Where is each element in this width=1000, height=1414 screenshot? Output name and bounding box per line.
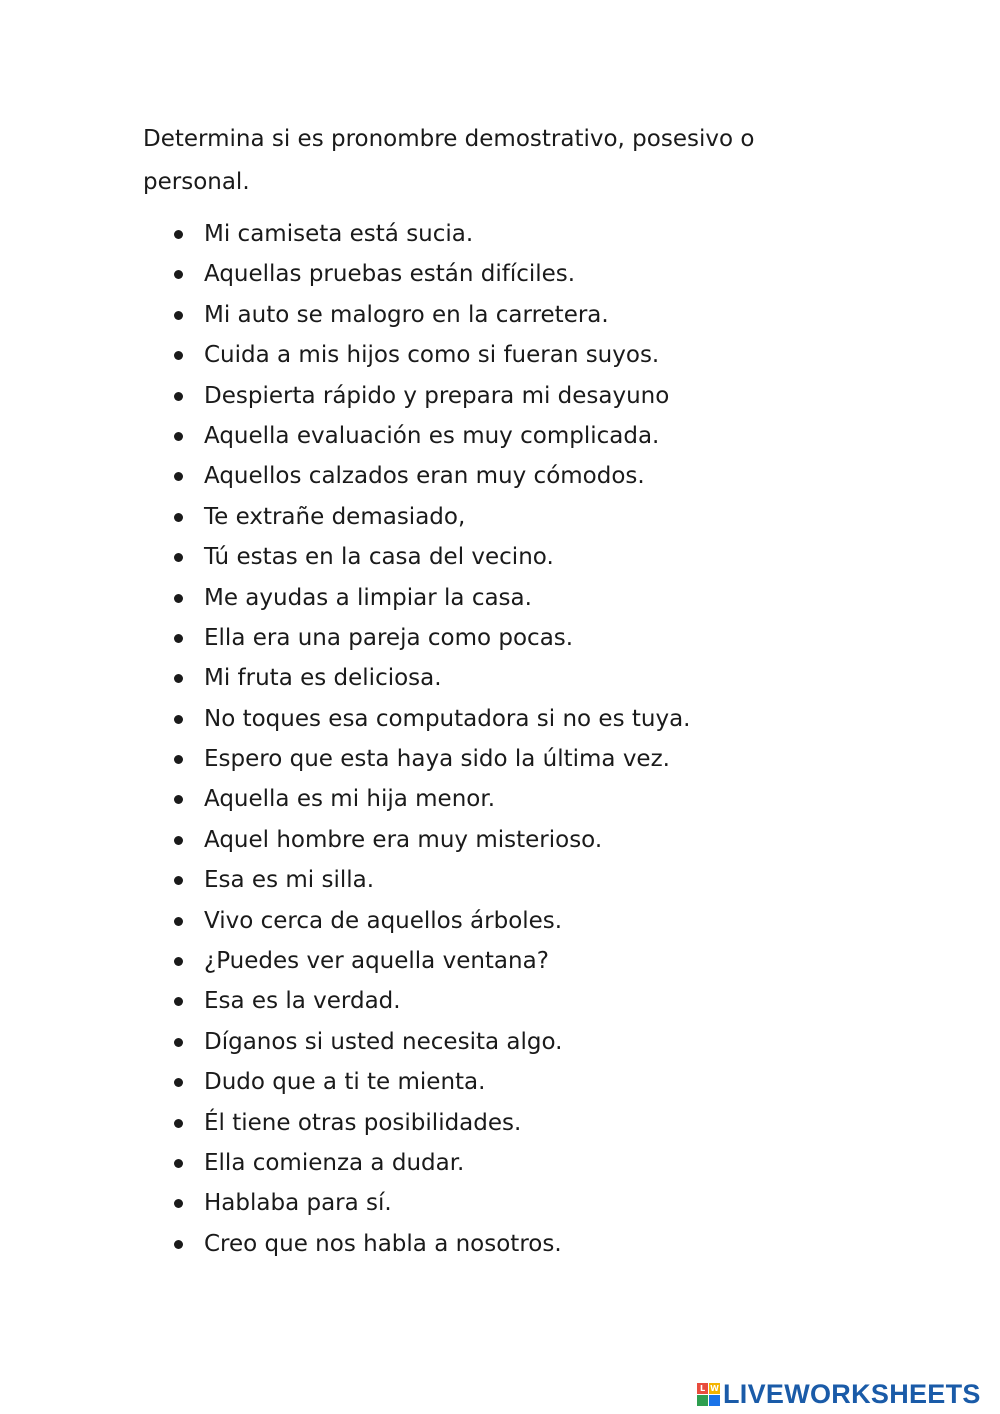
sentence-text: Aquella es mi hija menor. bbox=[204, 786, 496, 813]
sentence-text: ¿Puedes ver aquella ventana? bbox=[204, 948, 549, 975]
sentence-text: Ella comienza a dudar. bbox=[204, 1149, 465, 1176]
logo-mark-icon bbox=[697, 1383, 720, 1406]
sentence-text: Creo que nos habla a nosotros. bbox=[204, 1230, 562, 1257]
bullet-icon bbox=[174, 553, 183, 562]
bullet-icon bbox=[174, 311, 183, 320]
bullet-icon bbox=[174, 472, 183, 481]
list-item bbox=[172, 658, 932, 698]
bullet-icon bbox=[174, 1159, 183, 1168]
list-item bbox=[172, 981, 932, 1021]
sentence-text: No toques esa computadora si no es tuya. bbox=[204, 705, 691, 732]
list-item bbox=[172, 739, 932, 779]
sentence-text: Cuida a mis hijos como si fueran suyos. bbox=[204, 342, 660, 369]
bullet-icon bbox=[174, 674, 183, 683]
sentence-text: Dudo que a ti te mienta. bbox=[204, 1069, 486, 1096]
list-item bbox=[172, 456, 932, 496]
sentence-text: Mi auto se malogro en la carretera. bbox=[204, 301, 609, 328]
liveworksheets-logo[interactable] bbox=[697, 1374, 981, 1414]
bullet-icon bbox=[174, 1240, 183, 1249]
sentence-text: Mi fruta es deliciosa. bbox=[204, 665, 442, 692]
bullet-icon bbox=[174, 997, 183, 1006]
list-item bbox=[172, 1103, 932, 1143]
logo-square-icon: W bbox=[710, 1383, 719, 1393]
list-item bbox=[172, 497, 932, 537]
list-item bbox=[172, 578, 932, 618]
bullet-icon bbox=[174, 876, 183, 885]
instruction-text: Determina si es pronombre demostrativo, posesivo o personal. bbox=[143, 126, 755, 195]
sentence-text: Esa es mi silla. bbox=[204, 867, 375, 894]
logo-text: LIVEWORKSHEETS bbox=[723, 1378, 981, 1409]
bullet-icon bbox=[174, 836, 183, 845]
list-item bbox=[172, 214, 932, 254]
sentence-text: Aquellas pruebas están difíciles. bbox=[204, 261, 576, 288]
sentence-text: Tú estas en la casa del vecino. bbox=[204, 544, 554, 571]
sentence-text: Despierta rápido y prepara mi desayuno bbox=[204, 382, 670, 409]
list-item bbox=[172, 335, 932, 375]
sentence-text: Te extrañe demasiado, bbox=[204, 503, 466, 530]
bullet-icon bbox=[174, 1038, 183, 1047]
bullet-icon bbox=[174, 755, 183, 764]
sentence-text: Aquella evaluación es muy complicada. bbox=[204, 422, 660, 449]
sentence-text: Aquellos calzados eran muy cómodos. bbox=[204, 463, 645, 490]
list-item bbox=[172, 618, 932, 658]
bullet-icon bbox=[174, 230, 183, 239]
bullet-icon bbox=[174, 392, 183, 401]
sentence-text: Me ayudas a limpiar la casa. bbox=[204, 584, 532, 611]
sentence-text: Díganos si usted necesita algo. bbox=[204, 1028, 563, 1055]
bullet-icon bbox=[174, 1119, 183, 1128]
list-item bbox=[172, 254, 932, 294]
sentence-text: Hablaba para sí. bbox=[204, 1190, 392, 1217]
bullet-icon bbox=[174, 715, 183, 724]
bullet-icon bbox=[174, 594, 183, 603]
list-item bbox=[172, 1062, 932, 1102]
logo-square-icon: L bbox=[697, 1383, 708, 1394]
list-item bbox=[172, 416, 932, 456]
bullet-icon bbox=[174, 513, 183, 522]
list-item bbox=[172, 537, 932, 577]
list-item bbox=[172, 1183, 932, 1223]
list-item bbox=[172, 901, 932, 941]
sentence-text: Mi camiseta está sucia. bbox=[204, 221, 474, 247]
list-item bbox=[172, 860, 932, 900]
bullet-icon bbox=[174, 1078, 183, 1087]
sentence-list bbox=[172, 214, 932, 1264]
list-item bbox=[172, 1143, 932, 1183]
list-item bbox=[172, 295, 932, 335]
bullet-icon bbox=[174, 917, 183, 926]
sentence-text: Esa es la verdad. bbox=[204, 988, 401, 1015]
bullet-icon bbox=[174, 634, 183, 643]
sentence-text: Ella era una pareja como pocas. bbox=[204, 624, 574, 651]
list-item bbox=[172, 941, 932, 981]
bullet-icon bbox=[174, 432, 183, 441]
logo-square-icon bbox=[697, 1395, 708, 1406]
list-item bbox=[172, 820, 932, 860]
list-item bbox=[172, 1224, 932, 1264]
sentence-text: Aquel hombre era muy misterioso. bbox=[204, 826, 603, 853]
list-item bbox=[172, 779, 932, 819]
bullet-icon bbox=[174, 351, 183, 360]
logo-square-icon bbox=[709, 1395, 720, 1406]
list-item bbox=[172, 699, 932, 739]
list-item bbox=[172, 1022, 932, 1062]
bullet-icon bbox=[174, 1199, 183, 1208]
list-item bbox=[172, 376, 932, 416]
bullet-icon bbox=[174, 270, 183, 279]
sentence-text: Vivo cerca de aquellos árboles. bbox=[204, 907, 563, 934]
sentence-text: Él tiene otras posibilidades. bbox=[204, 1109, 522, 1136]
sentence-text: Espero que esta haya sido la última vez. bbox=[204, 746, 670, 773]
bullet-icon bbox=[174, 795, 183, 804]
bullet-icon bbox=[174, 957, 183, 966]
